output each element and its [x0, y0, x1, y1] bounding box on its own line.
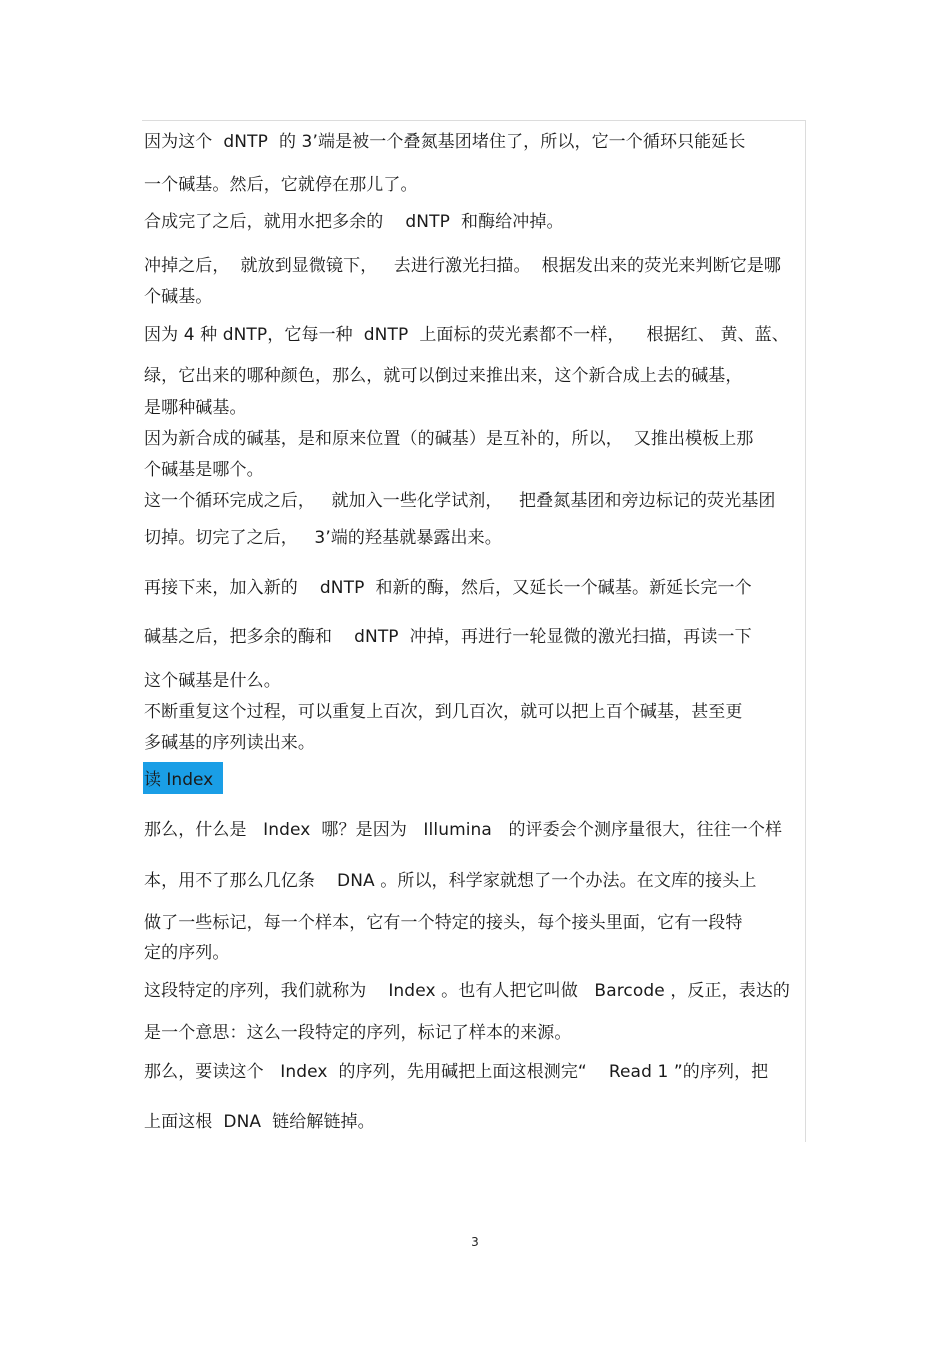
- text-line: 因为这个 dNTP 的 3’端是被一个叠氮基团堵住了，所以，它一个循环只能延长: [144, 132, 746, 152]
- text-line: 一个碱基。然后，它就停在那儿了。: [144, 175, 418, 195]
- text-line: 本，用不了那么几亿条 DNA 。所以，科学家就想了一个办法。在文库的接头上: [144, 871, 757, 891]
- text-line: 这一个循环完成之后， 就加入一些化学试剂， 把叠氮基团和旁边标记的荧光基团: [144, 491, 776, 511]
- section-heading: 读 Index: [143, 762, 223, 794]
- text-line: 是一个意思：这么一段特定的序列，标记了样本的来源。: [144, 1023, 572, 1043]
- text-line: 这段特定的序列，我们就称为 Index 。也有人把它叫做 Barcode ，反正，表达的: [144, 981, 791, 1001]
- text-line: 切掉。切完了之后， 3’端的羟基就暴露出来。: [144, 528, 502, 548]
- text-line: 多碱基的序列读出来。: [144, 733, 315, 753]
- text-line: 定的序列。: [144, 943, 230, 963]
- text-line: 那么，要读这个 Index 的序列，先用碱把上面这根测完“ Read 1 ”的序列，把: [144, 1062, 769, 1082]
- text-line: 个碱基是哪个。: [144, 460, 264, 480]
- text-line: 碱基之后，把多余的酶和 dNTP 冲掉，再进行一轮显微的激光扫描，再读一下: [144, 627, 752, 647]
- text-line: 个碱基。: [144, 287, 213, 307]
- text-line: 这个碱基是什么。: [144, 671, 281, 691]
- text-line: 因为 4 种 dNTP，它每一种 dNTP 上面标的荧光素都不一样， 根据红、 黄、蓝、: [144, 325, 789, 345]
- text-line: 冲掉之后， 就放到显微镜下， 去进行激光扫描。 根据发出来的荧光来判断它是哪: [144, 256, 782, 276]
- text-line: 做了一些标记，每一个样本，它有一个特定的接头，每个接头里面，它有一段特: [144, 913, 743, 933]
- text-line: 是哪种碱基。: [144, 398, 247, 418]
- text-line: 绿，它出来的哪种颜色，那么，就可以倒过来推出来，这个新合成上去的碱基，: [144, 366, 743, 386]
- page-number: 3: [471, 1235, 479, 1249]
- text-line: 因为新合成的碱基，是和原来位置（的碱基）是互补的，所以， 又推出模板上那: [144, 429, 754, 449]
- text-line: 合成完了之后，就用水把多余的 dNTP 和酶给冲掉。: [144, 212, 564, 232]
- text-line: 不断重复这个过程，可以重复上百次，到几百次，就可以把上百个碱基，甚至更: [144, 702, 743, 722]
- text-line: 上面这根 DNA 链给解链掉。: [144, 1112, 375, 1132]
- text-line: 那么，什么是 Index 哪？是因为 Illumina 的评委会个测序量很大，往往一个样: [144, 820, 783, 840]
- text-line: 再接下来，加入新的 dNTP 和新的酶，然后，又延长一个碱基。新延长完一个: [144, 578, 752, 598]
